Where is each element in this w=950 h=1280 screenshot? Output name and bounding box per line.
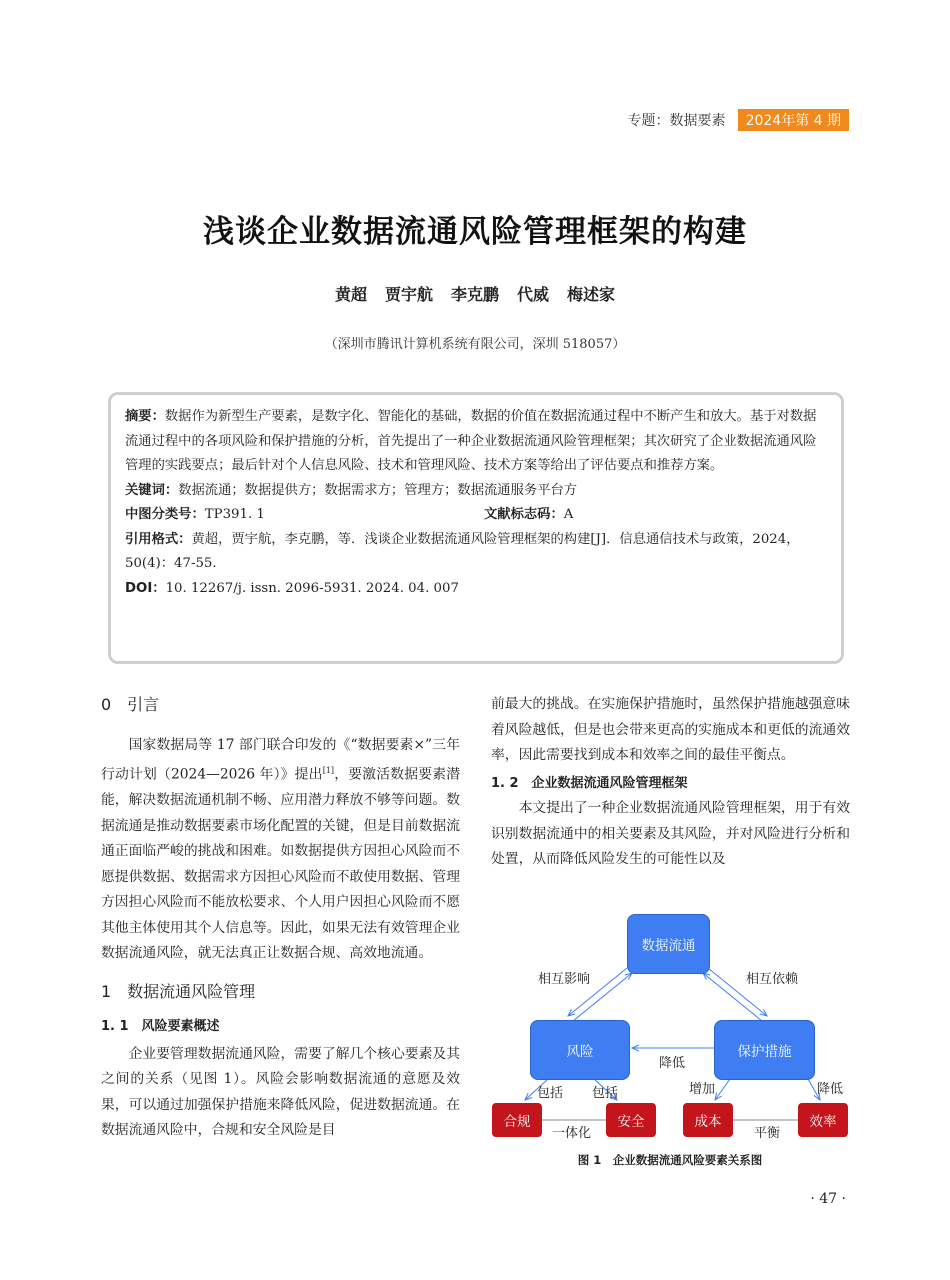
abstract-label: 摘要： — [125, 409, 165, 424]
framework-paragraph: 本文提出了一种企业数据流通风险管理框架，用于有效识别数据流通中的相关要素及其风险，并对风险进行分析和处置，从而降低风险发生的可能性以及 — [491, 800, 850, 867]
author: 贾宇航 — [384, 285, 433, 304]
doccode-label: 文献标志码： — [484, 507, 564, 522]
doccode-value: A — [563, 507, 574, 522]
intro-text-a: 国家数据局等 17 部门联合印发的《“数据要素×”三年行动计划（2024—2026 年）》提出 — [101, 736, 460, 783]
label-include-1: 包括 — [537, 1086, 564, 1101]
label-include-2: 包括 — [592, 1086, 619, 1101]
node-risk: 风险 — [530, 1020, 630, 1080]
continued-paragraph: 前最大的挑战。在实施保护措施时，虽然保护措施越强意味着风险越低，但是也会带来更高的实施成本和更低的流通效率，因此需要找到成本和效率之间的最佳平衡点。 — [491, 696, 850, 763]
keywords-label: 关键词： — [125, 482, 179, 498]
label-mutual-influence: 相互影响 — [538, 972, 591, 987]
arrow-protect-to-cost — [715, 1079, 730, 1100]
risk-elements-paragraph: 企业要管理数据流通风险，需要了解几个核心要素及其之间的关系（见图 1）。风险会影响数据流通的意愿及效果，可以通过加强保护措施来降低风险，促进数据流通。在数据流通风险中，合规和安全风险是目 — [101, 1045, 460, 1139]
subsection-heading-1-1: 1. 1 风险要素概述 — [101, 1019, 220, 1035]
abstract-box — [108, 392, 844, 664]
label-reduce-mid: 降低 — [659, 1056, 686, 1071]
issue-badge: 2024年第 4 期 — [738, 109, 849, 131]
label-mutual-dependence: 相互依赖 — [746, 972, 799, 987]
label-increase: 增加 — [689, 1082, 716, 1097]
keywords-text: 数据流通；数据提供方；数据需求方；管理方；数据流通服务平台方 — [178, 482, 578, 498]
node-data-flow: 数据流通 — [627, 914, 710, 974]
right-column — [491, 692, 850, 873]
paper-title: 浅谈企业数据流通风险管理框架的构建 — [203, 214, 747, 250]
running-header — [628, 109, 849, 131]
author: 李克鹏 — [450, 285, 499, 304]
left-column — [101, 692, 460, 1144]
author: 代威 — [517, 285, 550, 304]
figure-1 — [490, 908, 850, 1178]
citation-text: 黄超，贾宇航，李克鹏，等．浅谈企业数据流通风险管理框架的构建[J]．信息通信技术与政策，2024，50(4)：47-55. — [125, 531, 800, 571]
author: 黄超 — [334, 285, 367, 304]
clc-label: 中图分类号： — [125, 507, 205, 522]
section-heading-0: 0 引言 — [101, 695, 160, 714]
topic-label: 专题：数据要素 — [627, 113, 726, 129]
leaf-cost: 成本 — [683, 1103, 733, 1137]
abstract-text: 数据作为新型生产要素，是数字化、智能化的基础，数据的价值在数据流通过程中不断产生和放大。基于对数据流通过程中的各项风险和保护措施的分析，首先提出了一种企业数据流通风险管理框架；其次研究了企业数据流通风险管理的实践要点；最后针对个人信息风险、技术和管理风险、技术方案等给出了评估要点和推荐方案。 — [125, 409, 817, 473]
intro-text-b: ，要激活数据要素潜能，解决数据流通机制不畅、应用潜力释放不够等问题。数据流通是推动数据要素市场化配置的关键，但是目前数据流通正面临严峻的挑战和困难。如数据提供方因担心风险而不愿提供数据、数据需求方因担心风险而不敢使用数据、管理方因担心风险而不能放松要求、个人用户因担心风险而不愿其他主体使用其个人信息等。因此，如果无法有效管理企业数据流通风险，就无法真正让数据合规、高效地流通。 — [101, 766, 461, 962]
author: 梅述家 — [567, 285, 616, 304]
doi-label: DOI： — [125, 580, 166, 596]
classification-row — [125, 503, 827, 528]
label-integration: 一体化 — [552, 1126, 592, 1141]
section-heading-1: 1 数据流通风险管理 — [101, 981, 256, 1001]
clc-value: TP391. 1 — [204, 507, 265, 522]
author-list — [0, 282, 950, 305]
intro-paragraph — [101, 733, 460, 967]
page-number: · 47 · — [810, 1191, 846, 1207]
citation-line — [125, 528, 827, 577]
citation-label: 引用格式： — [125, 531, 192, 547]
reference-mark[interactable]: [1] — [322, 766, 335, 775]
label-balance: 平衡 — [754, 1126, 781, 1141]
figure-caption: 图 1 企业数据流通风险要素关系图 — [577, 1153, 763, 1167]
affiliation: （深圳市腾讯计算机系统有限公司，深圳 518057） — [324, 337, 626, 352]
label-reduce-right: 降低 — [817, 1082, 844, 1097]
keywords-line — [125, 479, 827, 504]
abstract-paragraph — [125, 405, 827, 479]
doi-value: 10. 12267/j. issn. 2096-5931. 2024. 04. 007 — [165, 580, 459, 596]
leaf-compliance: 合规 — [492, 1103, 542, 1137]
leaf-efficiency: 效率 — [798, 1103, 848, 1137]
subsection-heading-1-2: 1. 2 企业数据流通风险管理框架 — [491, 775, 688, 791]
node-protection: 保护措施 — [714, 1020, 815, 1080]
doi-line — [125, 577, 827, 602]
leaf-security: 安全 — [606, 1103, 656, 1137]
